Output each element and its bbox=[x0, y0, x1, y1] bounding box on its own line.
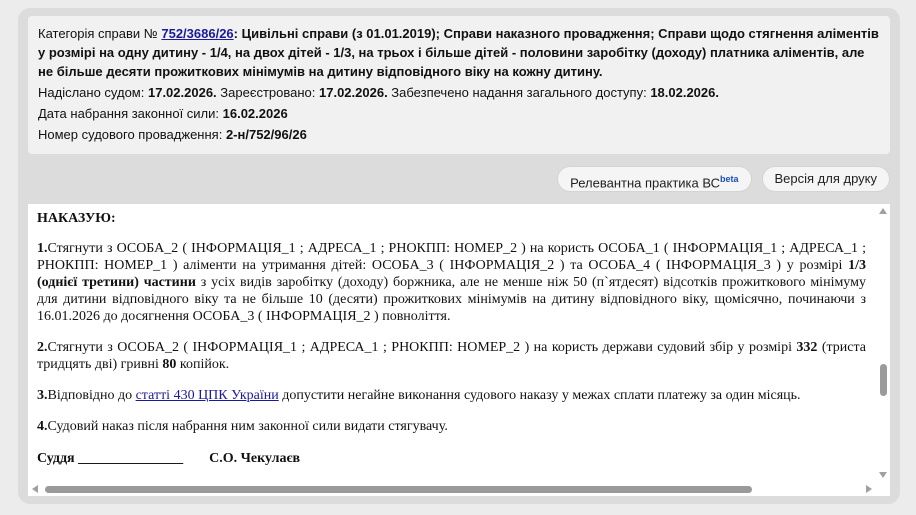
scrollbar-corner bbox=[876, 482, 890, 496]
proceeding-number: 2-н/752/96/26 bbox=[225, 127, 307, 142]
horizontal-scrollbar[interactable] bbox=[28, 482, 876, 496]
paragraph-1: 1.Стягнути з ОСОБА_2 ( ІНФОРМАЦІЯ_1 ; АДРЕСА_1 ; РНОКПП: НОМЕР_2 ) на користь ОСОБА_1 ( ІНФОРМАЦІЯ_1 ; АДРЕСА_1 ; РНОКПП: НОМЕР_1 ) аліменти на утримання дітей: ОСОБА_3 ( ІНФОРМАЦІЯ_2 ) та ОСОБА_4 ( ІНФОРМАЦІЯ_3 ) у розмірі 1/3 (однієї третини) частини з усіх видів заробітку (доходу) боржника, але не менше ніж 50 (п`ятдесят) відсотків прожиткового мінімуму для дитини відповідного віку та не більше 10 (десяти) прожиткових мінімумів на дитину відповідного віку, щомісячно, починаючи з 16.01.2026 до досягнення ОСОБА_3 ( ІНФОРМАЦІЯ_2 ) повноліття. bbox=[37, 241, 866, 324]
case-number-link[interactable]: 752/3686/26 bbox=[161, 26, 234, 41]
case-category bbox=[38, 24, 880, 81]
paragraph-3: 3.Відповідно до статті 430 ЦПК України допустити негайне виконання судового наказу у межах сплати платежу за один місяць. bbox=[37, 388, 801, 403]
document-viewer[interactable] bbox=[28, 204, 890, 496]
paragraph-2: 2.Стягнути з ОСОБА_2 ( ІНФОРМАЦІЯ_1 ; АДРЕСА_1 ; РНОКПП: НОМЕР_2 ) на користь держави судовий збір у розмірі 332 (триста тридцять дві) гривні 80 копійок. bbox=[37, 340, 866, 372]
effective-label: Дата набрання законної сили: bbox=[38, 106, 223, 121]
case-info-panel bbox=[28, 16, 890, 154]
registered-label: Зареєстровано: bbox=[216, 85, 319, 100]
order-heading: НАКАЗУЮ: bbox=[37, 211, 116, 226]
sent-label: Надіслано судом: bbox=[38, 85, 148, 100]
category-text: : Цивільні справи (з 01.01.2019); Справи наказного провадження; Справи щодо стягнення аліментів у розмірі на одну дитину - 1/4, на двох дітей - 1/3, на трьох і більше дітей - половини заробітку (доходу) платника аліментів, але не більше десяти прожиткових мінімумів на дитину відповідного віку на кожну дитину. bbox=[38, 26, 879, 79]
scroll-down-arrow-icon[interactable] bbox=[879, 472, 887, 478]
effective-date: 16.02.2026 bbox=[222, 106, 288, 121]
relevant-practice-button[interactable] bbox=[557, 166, 751, 192]
scroll-right-arrow-icon[interactable] bbox=[866, 485, 872, 493]
sent-date: 17.02.2026. bbox=[147, 85, 217, 100]
print-version-button[interactable] bbox=[762, 166, 891, 192]
effective-date-line bbox=[38, 104, 880, 123]
scroll-up-arrow-icon[interactable] bbox=[879, 208, 887, 214]
registered-date: 17.02.2026. bbox=[319, 85, 388, 100]
proceeding-line bbox=[38, 125, 880, 144]
judge-label: Суддя _______________ bbox=[37, 451, 184, 466]
vertical-scrollbar[interactable] bbox=[876, 204, 890, 482]
print-version-label: Версія для друку bbox=[774, 171, 877, 186]
horizontal-scroll-thumb[interactable] bbox=[45, 486, 752, 493]
dates-line bbox=[38, 83, 880, 102]
scroll-left-arrow-icon[interactable] bbox=[32, 485, 38, 493]
category-label: Категорія справи № bbox=[38, 26, 162, 41]
paragraph-4: 4.Судовий наказ після набрання ним законної сили видати стягувачу. bbox=[37, 419, 448, 434]
relevant-practice-label: Релевантна практика ВС bbox=[570, 175, 720, 191]
document-text bbox=[37, 204, 866, 467]
proceeding-label: Номер судового провадження: bbox=[38, 127, 226, 142]
action-buttons bbox=[557, 166, 890, 192]
article-430-link[interactable]: статті 430 ЦПК України bbox=[135, 388, 279, 403]
judge-signature bbox=[37, 450, 866, 467]
access-label: Забезпечено надання загального доступу: bbox=[387, 85, 651, 100]
judge-name: С.О. Чекулаєв bbox=[209, 451, 301, 466]
vertical-scroll-thumb[interactable] bbox=[880, 364, 887, 396]
beta-badge: beta bbox=[719, 174, 739, 184]
access-date: 18.02.2026. bbox=[650, 85, 719, 100]
